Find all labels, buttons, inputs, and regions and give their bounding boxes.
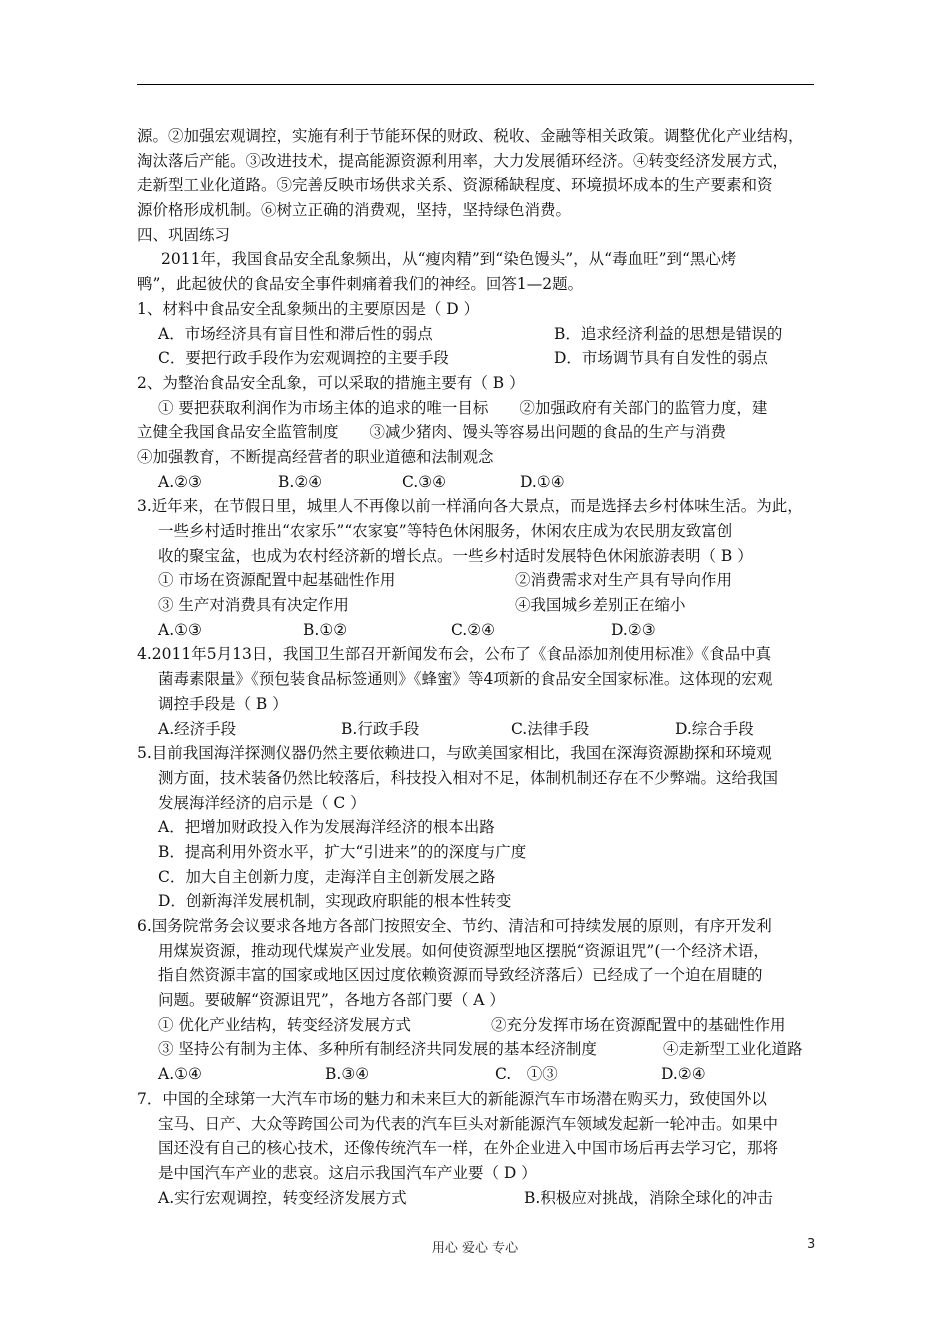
question-line: 收的聚宝盆，也成为农村经济新的增长点。一些乡村适时发展特色休闲旅游表明（ B ）	[158, 546, 753, 565]
question-3: 3.近年来，在节假日里，城里人不再像以前一样涌向各大景点，而是选择去乡村体味生活。为此，	[137, 497, 803, 516]
option-d: D.综合手段	[675, 719, 754, 738]
option-b: B．提高利用外资水平，扩大“引进来”的的深度与广度	[158, 842, 527, 861]
material-intro: 鸭”，此起彼伏的食品安全事件刺痛着我们的神经。回答1—2题。	[137, 275, 584, 294]
option-d: D．创新海洋发展机制，实现政府职能的根本性转变	[158, 892, 512, 911]
section-heading: 四、巩固练习	[137, 225, 231, 244]
options-row	[137, 1186, 827, 1211]
material-intro: 2011年，我国食品安全乱象频出，从“瘦肉精”到“染色馒头”，从“毒血旺”到“黑心烤	[161, 250, 737, 269]
option-c: C．要把行政手段作为宏观调控的主要手段	[158, 349, 449, 368]
option-b: B.积极应对挑战，消除全球化的冲击	[524, 1188, 773, 1207]
option-a: A.①④	[158, 1065, 202, 1084]
options-row	[137, 1062, 827, 1087]
option-b: B．追求经济利益的思想是错误的	[554, 324, 783, 343]
question-line: 问题。要破解“资源诅咒”，各地方各部门要（ A ）	[158, 991, 505, 1010]
question-line: 是中国汽车产业的悲哀。这启示我国汽车产业要（ D ）	[158, 1163, 537, 1182]
question-line: 调控手段是（ B ）	[158, 694, 288, 713]
question-line: 一些乡村适时推出“农家乐”“农家宴”等特色休闲服务，休闲农庄成为农民朋友致富创	[158, 522, 733, 540]
option-a: A.实行宏观调控，转变经济发展方式	[158, 1188, 407, 1207]
statement-4: ④走新型工业化道路	[663, 1040, 803, 1059]
options-row	[137, 346, 827, 371]
option-d: D．市场调节具有自发性的弱点	[554, 349, 768, 368]
question-2: 2、为整治食品安全乱象，可以采取的措施主要有（ B ）	[137, 373, 525, 392]
option-d: D.①④	[520, 472, 565, 491]
option-c: C. ①③	[495, 1065, 558, 1084]
statement-1: ① 市场在资源配置中起基础性作用	[158, 571, 396, 590]
question-line: 宝马、日产、大众等跨国公司为代表的汽车巨头对新能源汽车领域发起新一轮冲击。如果中	[158, 1114, 779, 1133]
statement-2: ②充分发挥市场在资源配置中的基础性作用	[491, 1015, 786, 1034]
text-line: 源。②加强宏观调控，实施有利于节能环保的财政、税收、金融等相关政策。调整优化产业结构，	[137, 127, 804, 145]
statement-2: ②消费需求对生产具有导向作用	[515, 571, 733, 590]
options-row	[137, 618, 827, 643]
option-b: B.②④	[278, 472, 323, 491]
statement-line: ① 要把获取利润作为市场主体的追求的唯一目标 ②加强政府有关部门的监管力度，建	[158, 398, 768, 417]
option-a: A．市场经济具有盲目性和滞后性的弱点	[158, 324, 433, 343]
option-a: A.①③	[158, 620, 202, 639]
option-a: A.经济手段	[158, 719, 237, 738]
question-line: 用煤炭资源，推动现代煤炭产业发展。如何使资源型地区摆脱“资源诅咒”(一个经济术语，	[158, 941, 769, 960]
question-line: 国还没有自己的核心技术，还像传统汽车一样，在外企业进入中国市场后再去学习它，那将	[158, 1139, 779, 1158]
statement-3: ③ 坚持公有制为主体、多种所有制经济共同发展的基本经济制度	[158, 1040, 597, 1059]
statements-row	[137, 568, 827, 593]
text-line: 走新型工业化道路。⑤完善反映市场供求关系、资源稀缺程度、环境损坏成本的生产要素和资	[137, 176, 773, 195]
question-5: 5.目前我国海洋探测仪器仍然主要依赖进口，与欧美国家相比，我国在深海资源勘探和环境观	[137, 744, 772, 763]
option-c: C．加大自主创新力度，走海洋自主创新发展之路	[158, 867, 496, 886]
option-b: B.①②	[303, 620, 348, 639]
option-d: D.②④	[661, 1065, 706, 1084]
option-c: C.法律手段	[511, 719, 590, 738]
option-b: B.行政手段	[341, 719, 420, 738]
statements-row	[137, 593, 827, 618]
header-rule	[137, 84, 814, 85]
question-line: 发展海洋经济的启示是（ C ）	[158, 793, 366, 812]
option-d: D.②③	[611, 620, 656, 639]
options-row	[137, 717, 827, 742]
statements-row	[137, 1013, 827, 1038]
question-7: 7．中国的全球第一大汽车市场的魅力和未来巨大的新能源汽车市场潜在购买力，致使国外以	[137, 1089, 767, 1108]
option-a: A.②③	[158, 472, 202, 491]
footer-slogan: 用心 爱心 专心	[431, 1241, 519, 1256]
page-number: 3	[807, 1237, 816, 1252]
option-a: A．把增加财政投入作为发展海洋经济的根本出路	[158, 818, 495, 837]
question-6: 6.国务院常务会议要求各地方各部门按照安全、节约、清洁和可持续发展的原则，有序开发利	[137, 917, 772, 935]
question-1: 1、材料中食品安全乱象频出的主要原因是（ D ）	[137, 299, 480, 318]
page-footer	[0, 1237, 950, 1257]
option-c: C.②④	[451, 620, 496, 639]
statement-3: ③ 生产对消费具有决定作用	[158, 596, 349, 615]
text-line: 源价格形成机制。⑥树立正确的消费观，坚持，坚持绿色消费。	[137, 201, 572, 220]
question-line: 测方面，技术装备仍然比较落后，科技投入相对不足，体制机制还存在不少弊端。这给我国	[158, 768, 779, 787]
statement-line: 立健全我国食品安全监管制度 ③减少猪肉、馒头等容易出问题的食品的生产与消费	[137, 423, 727, 442]
question-line: 指自然资源丰富的国家或地区因过度依赖资源而导致经济落后）已经成了一个迫在眉睫的	[158, 966, 763, 985]
statement-4: ④我国城乡差别正在缩小	[515, 596, 686, 615]
question-4: 4.2011年5月13日，我国卫生部召开新闻发布会，公布了《食品添加剂使用标准》《食品中真	[137, 645, 772, 664]
text-line: 淘汰落后产能。③改进技术，提高能源资源利用率，大力发展循环经济。④转变经济发展方式，	[137, 151, 789, 170]
options-row	[137, 470, 827, 495]
statements-row	[137, 1037, 827, 1062]
statement-line: ④加强教育，不断提高经营者的职业道德和法制观念	[137, 447, 494, 466]
option-b: B.③④	[325, 1065, 370, 1084]
options-row	[137, 322, 827, 347]
document-body	[137, 124, 827, 1210]
statement-1: ① 优化产业结构，转变经济发展方式	[158, 1015, 411, 1034]
question-line: 菌毒素限量》《预包装食品标签通则》《蜂蜜》等4项新的食品安全国家标准。这体现的宏观	[158, 670, 773, 689]
option-c: C.③④	[402, 472, 447, 491]
